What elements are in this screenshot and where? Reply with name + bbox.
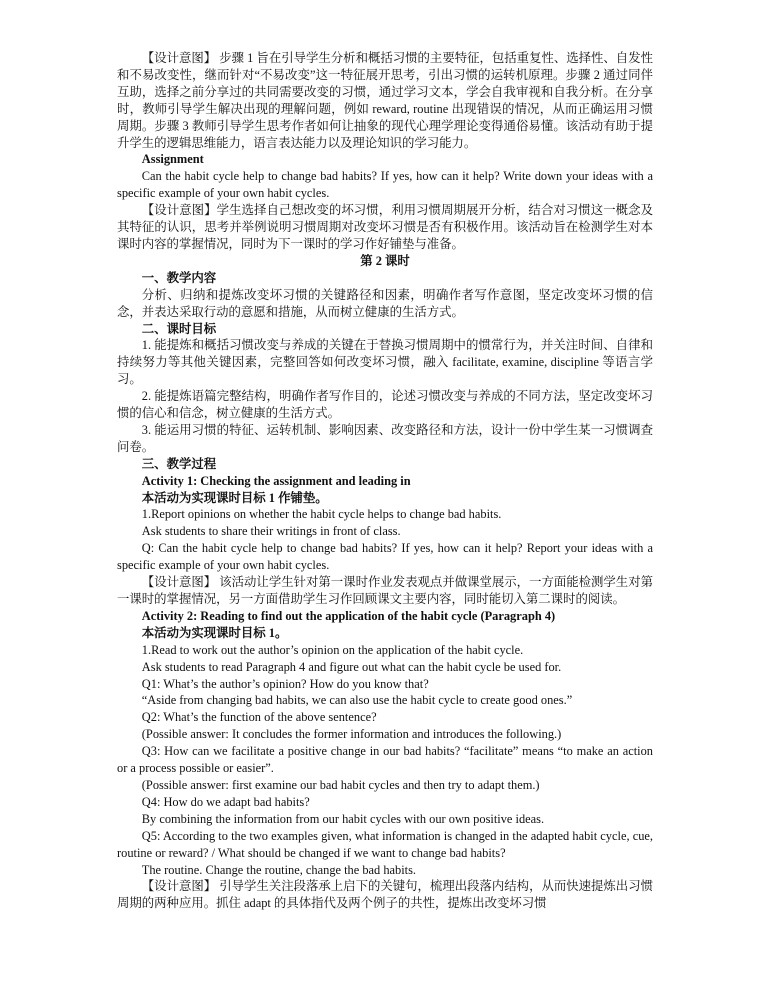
paragraph: (Possible answer: first examine our bad habit cycles and then try to adapt them.) <box>141 777 540 792</box>
paragraph: 三、教学过程 <box>141 456 217 471</box>
paragraph: Activity 1: Checking the assignment and leading in <box>141 473 411 488</box>
paragraph: By combining the information from our habit cycles with our own positive ideas. <box>141 811 545 826</box>
paragraph: Q2: What’s the function of the above sentence? <box>141 710 377 725</box>
paragraph: 【设计意图】学生选择自己想改变的坏习惯，利用习惯周期展开分析，结合对习惯这一概念及其特征的认识，思考并举例说明习惯周期对改变坏习惯是否有积极作用。该活动旨在检测学生对本课时内容的掌握情况，同时为下一课时的学习作好铺垫与准备。 <box>117 203 653 251</box>
paragraph: 本活动为实现课时目标 1。 <box>141 625 288 640</box>
paragraph: 二、课时目标 <box>141 321 217 336</box>
paragraph: Q4: How do we adapt bad habits? <box>141 794 310 809</box>
paragraph: “Aside from changing bad habits, we can also use the habit cycle to create good ones.” <box>141 693 573 708</box>
paragraph: Q3: How can we facilitate a positive change in our bad habits? “facilitate” means “to make an action or a process possible or easier”. <box>117 744 653 776</box>
paragraph: The routine. Change the routine, change the bad habits. <box>141 862 417 877</box>
paragraph: Ask students to read Paragraph 4 and figure out what can the habit cycle be used for. <box>141 659 562 674</box>
paragraph: 第 2 课时 <box>360 253 410 268</box>
paragraph: Ask students to share their writings in front of class. <box>141 524 401 539</box>
paragraph: Q5: According to the two examples given, what information is changed in the adapted habit cycle, cue, routine or reward? / What should be changed if we want to change bad habits? <box>117 828 653 860</box>
paragraph: Q1: What’s the author’s opinion? How do you know that? <box>141 676 429 691</box>
paragraph: Activity 2: Reading to find out the application of the habit cycle (Paragraph 4) <box>141 608 556 623</box>
paragraph: (Possible answer: It concludes the former information and introduces the following.) <box>141 727 562 742</box>
paragraph: 本活动为实现课时目标 1 作铺垫。 <box>141 490 328 505</box>
paragraph: 2. 能提炼语篇完整结构，明确作者写作目的，论述习惯改变与养成的不同方法，坚定改变坏习惯的信心和信念，树立健康的生活方式。 <box>117 389 653 421</box>
paragraph: 1.Read to work out the author’s opinion on the application of the habit cycle. <box>141 642 524 657</box>
paragraph: Can the habit cycle help to change bad habits? If yes, how can it help? Write down your ideas with a specific example of your own habit cycles. <box>117 169 653 201</box>
paragraph: 【设计意图】 引导学生关注段落承上启下的关键句，梳理出段落内结构，从而快速提炼出习惯周期的两种应用。抓住 adapt 的具体指代及两个例子的共性，提炼出改变坏习惯 <box>117 879 653 911</box>
paragraph: Assignment <box>141 152 204 167</box>
paragraph: 一、教学内容 <box>141 270 217 285</box>
paragraph: 1. 能提炼和概括习惯改变与养成的关键在于替换习惯周期中的惯常行为，并关注时间、自律和持续努力等其他关键因素，完整回答如何改变坏习惯，融入 facilitate, examine, discipline 等语言学习。 <box>117 338 653 387</box>
paragraph: 【设计意图】 步骤 1 旨在引导学生分析和概括习惯的主要特征，包括重复性、选择性、自发性和不易改变性，继而针对“不易改变”这一特征展开思考，引出习惯的运转机原理。步骤 2 通过同伴互助，选择之前分享过的共同需要改变的习惯，通过学习文本，学会自我审视和自我分析。在分享时，教师引导学生解决出现的理解问题，例如 reward, routine 出现错误的情况，从而正确运用习惯周期。步骤 3 教师引导学生思考作者如何让抽象的现代心理学理论变得通俗易懂。该活动有助于提升学生的逻辑思维能力，语言表达能力以及理论知识的学习能力。 <box>117 51 653 150</box>
paragraph: 1.Report opinions on whether the habit cycle helps to change bad habits. <box>141 507 502 522</box>
document-page <box>117 50 653 912</box>
paragraph: 分析、归纳和提炼改变坏习惯的关键路径和因素，明确作者写作意图，坚定改变坏习惯的信念，并表达采取行动的意愿和措施，从而树立健康的生活方式。 <box>117 287 653 319</box>
paragraph: 3. 能运用习惯的特征、运转机制、影响因素、改变路径和方法，设计一份中学生某一习惯调查问卷。 <box>117 422 653 454</box>
paragraph: Q: Can the habit cycle help to change bad habits? If yes, how can it help? Report your ideas with a specific example of your own habit cycles. <box>117 541 653 573</box>
paragraph: 【设计意图】 该活动让学生针对第一课时作业发表观点并做课堂展示，一方面能检测学生对第一课时的掌握情况，另一方面借助学生习作回顾课文主要内容，同时能切入第二课时的阅读。 <box>117 575 653 606</box>
